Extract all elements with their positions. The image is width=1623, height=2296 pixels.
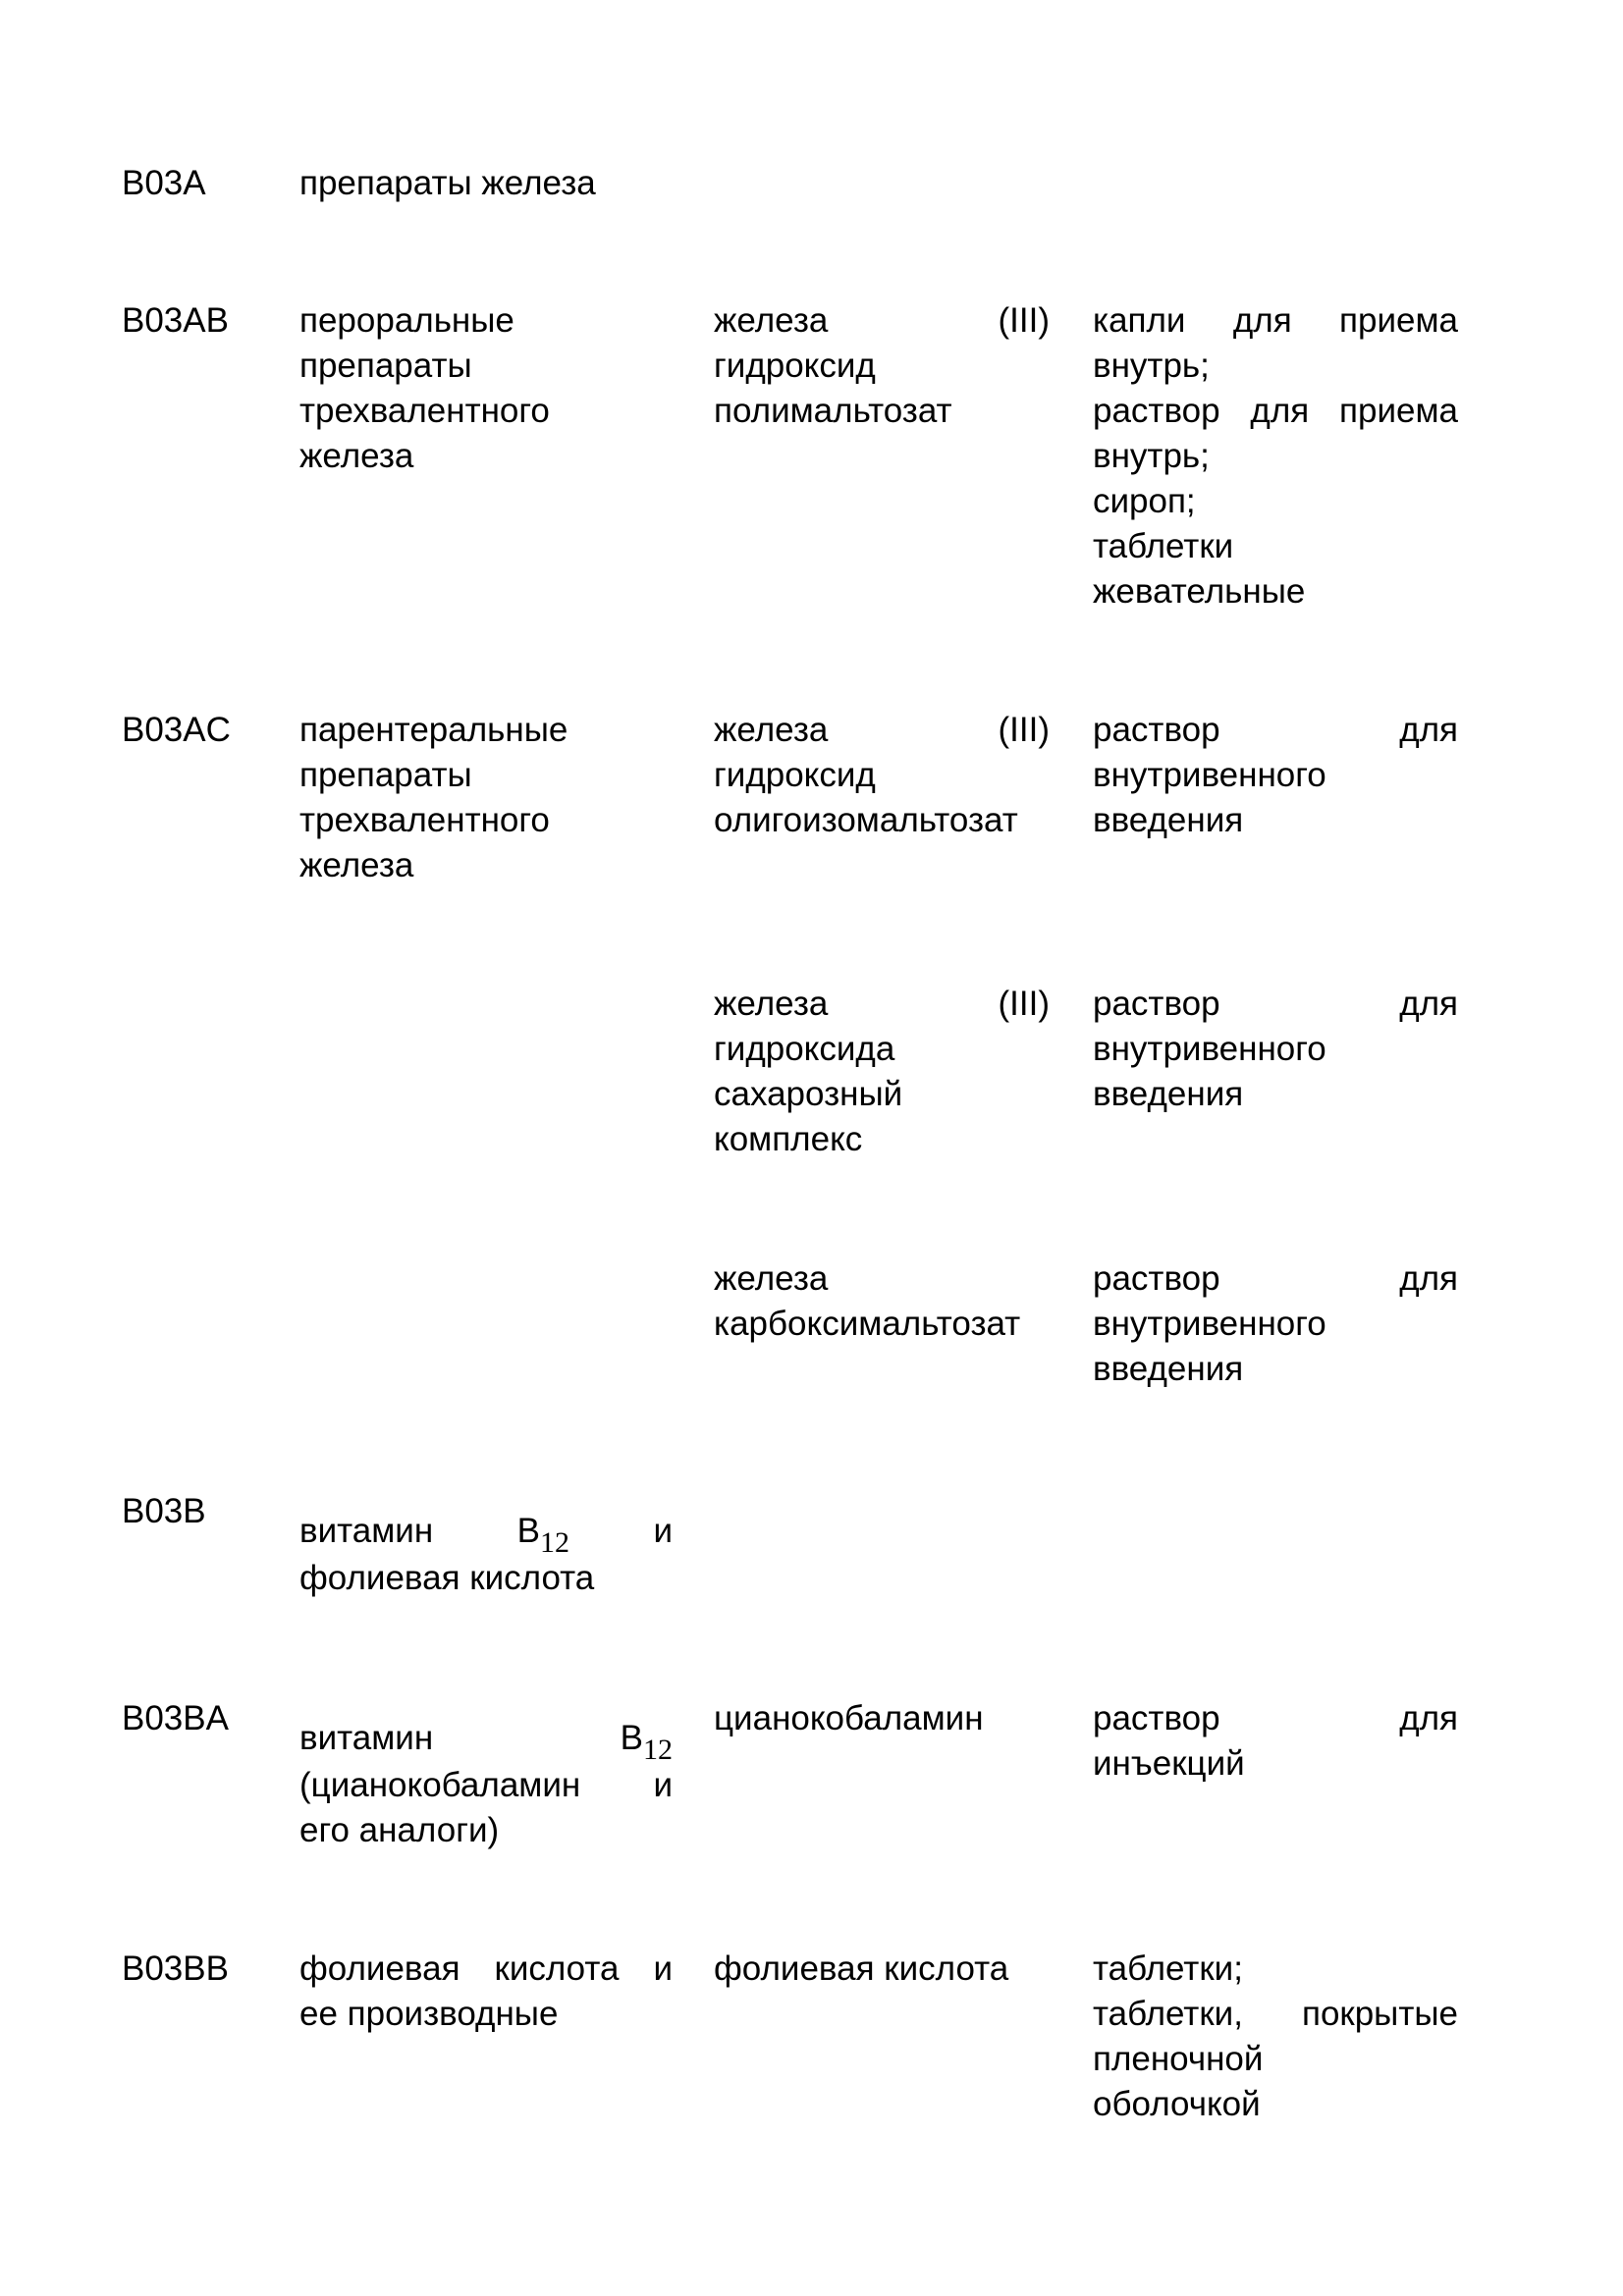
atc-group [299, 298, 673, 479]
form-line: оболочкой [1093, 2085, 1261, 2123]
drug-line: карбоксимальтозат [714, 1305, 1021, 1343]
form-line: пленочной [1093, 2040, 1264, 2078]
group-line [299, 1716, 673, 1766]
drug-name [714, 298, 1050, 434]
atc-group [299, 708, 673, 888]
drug-line: гидроксид [714, 347, 876, 385]
vitamin-label [516, 1509, 569, 1559]
drug-name [714, 1256, 1050, 1347]
group-line: трехвалентного [299, 801, 550, 839]
group-word: витамин [299, 1512, 434, 1550]
vitamin-subscript: 12 [540, 1526, 569, 1559]
group-line: парентеральные [299, 711, 568, 749]
drug-name [714, 708, 1050, 843]
vitamin-letter: B [620, 1719, 643, 1757]
vitamin-letter: B [516, 1512, 540, 1550]
form-line: инъекций [1093, 1744, 1245, 1783]
drug-line: цианокобаламин [714, 1699, 984, 1737]
group-line: пероральные [299, 301, 514, 340]
form-line: внутривенного [1093, 1305, 1326, 1343]
form-line: внутривенного [1093, 756, 1326, 794]
group-line: железа [299, 846, 414, 884]
vitamin-label [620, 1716, 673, 1766]
form-line: таблетки [1093, 527, 1234, 565]
form-line: раствор для [1093, 1259, 1458, 1298]
group-line: препараты железа [299, 164, 596, 202]
dosage-form [1093, 708, 1458, 843]
atc-code: B03AC [122, 711, 231, 749]
form-line: жевательные [1093, 572, 1306, 611]
atc-code: B03A [122, 164, 206, 202]
drug-line: олигоизомальтозат [714, 801, 1018, 839]
form-line: внутривенного [1093, 1030, 1326, 1068]
vitamin-subscript: 12 [643, 1734, 673, 1766]
drug-name [714, 1947, 1050, 1992]
group-word: и [653, 1512, 673, 1550]
group-line [299, 1509, 673, 1559]
drug-line: гидроксид [714, 756, 876, 794]
drug-line: гидроксида [714, 1030, 895, 1068]
drug-name [714, 982, 1050, 1162]
dosage-form [1093, 298, 1458, 614]
dosage-form [1093, 1947, 1458, 2127]
dosage-form [1093, 1256, 1458, 1392]
form-line: таблетки; [1093, 1949, 1243, 1988]
form-line: таблетки, покрытые [1093, 1995, 1458, 2033]
atc-code: B03BB [122, 1949, 229, 1988]
dosage-form [1093, 982, 1458, 1117]
form-line: раствор для [1093, 1699, 1458, 1737]
group-line: железа [299, 437, 414, 475]
form-line: раствор для приема [1093, 392, 1458, 430]
group-word: витамин [299, 1719, 434, 1757]
atc-code: B03B [122, 1492, 206, 1530]
atc-code: B03AB [122, 301, 229, 340]
drug-name [714, 1696, 1050, 1741]
group-line: фолиевая кислота [299, 1559, 595, 1597]
atc-group [299, 161, 673, 206]
atc-group [299, 1947, 673, 2037]
dosage-form [1093, 1696, 1458, 1787]
form-line: сироп; [1093, 482, 1196, 520]
drug-line: железа (III) [714, 985, 1050, 1023]
form-line: капли для приема [1093, 301, 1458, 340]
form-line: введения [1093, 801, 1244, 839]
drug-line: полимальтозат [714, 392, 952, 430]
form-line: раствор для [1093, 985, 1458, 1023]
atc-code: B03BA [122, 1699, 229, 1737]
form-line: введения [1093, 1075, 1244, 1113]
group-line: ее производные [299, 1995, 559, 2033]
form-line: внутрь; [1093, 347, 1210, 385]
group-line: (цианокобаламин и [299, 1766, 673, 1804]
group-line: препараты [299, 347, 472, 385]
atc-group [299, 1509, 673, 1601]
group-line: фолиевая кислота и [299, 1949, 673, 1988]
drug-line: комплекс [714, 1120, 863, 1158]
atc-group [299, 1716, 673, 1853]
group-line: трехвалентного [299, 392, 550, 430]
group-line: его аналоги) [299, 1811, 500, 1849]
form-line: внутрь; [1093, 437, 1210, 475]
drug-line: железа (III) [714, 711, 1050, 749]
form-line: введения [1093, 1350, 1244, 1388]
group-line: препараты [299, 756, 472, 794]
drug-line: железа (III) [714, 301, 1050, 340]
form-line: раствор для [1093, 711, 1458, 749]
drug-line: железа [714, 1259, 829, 1298]
drug-line: фолиевая кислота [714, 1949, 1009, 1988]
drug-line: сахарозный [714, 1075, 903, 1113]
